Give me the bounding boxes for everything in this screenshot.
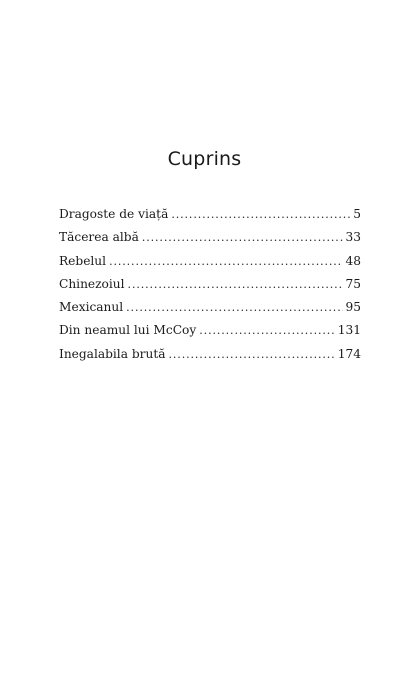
toc-entry-title: Tăcerea albă (59, 230, 139, 245)
table-of-contents (59, 207, 361, 370)
toc-entry-page: 174 (337, 346, 361, 361)
toc-entry (59, 230, 361, 253)
toc-entry-page: 95 (345, 300, 361, 315)
toc-entry (59, 300, 361, 323)
toc-entry-page: 33 (345, 230, 361, 245)
toc-entry (59, 254, 361, 277)
toc-entry-title: Mexicanul (59, 300, 124, 315)
page-title: Cuprins (167, 148, 242, 170)
dot-leader (142, 231, 344, 245)
toc-entry (59, 207, 361, 230)
dot-leader (128, 278, 344, 292)
toc-entry-title: Inegalabila brută (59, 346, 166, 361)
toc-entry-title: Dragoste de viață (59, 207, 169, 221)
toc-entry-page: 131 (337, 323, 361, 338)
toc-entry-page: 5 (353, 207, 361, 221)
toc-entry (59, 277, 361, 300)
dot-leader (109, 255, 343, 269)
dot-leader (126, 301, 343, 315)
dot-leader (171, 208, 351, 222)
toc-entry-title: Chinezoiul (59, 276, 125, 291)
toc-entry (59, 323, 361, 346)
dot-leader (199, 324, 335, 338)
toc-entry-page: 75 (345, 276, 361, 291)
toc-entry-title: Din neamul lui McCoy (59, 323, 197, 338)
toc-entry-page: 48 (345, 253, 361, 268)
toc-entry-title: Rebelul (59, 253, 107, 268)
toc-entry (59, 347, 361, 370)
dot-leader (169, 348, 336, 362)
